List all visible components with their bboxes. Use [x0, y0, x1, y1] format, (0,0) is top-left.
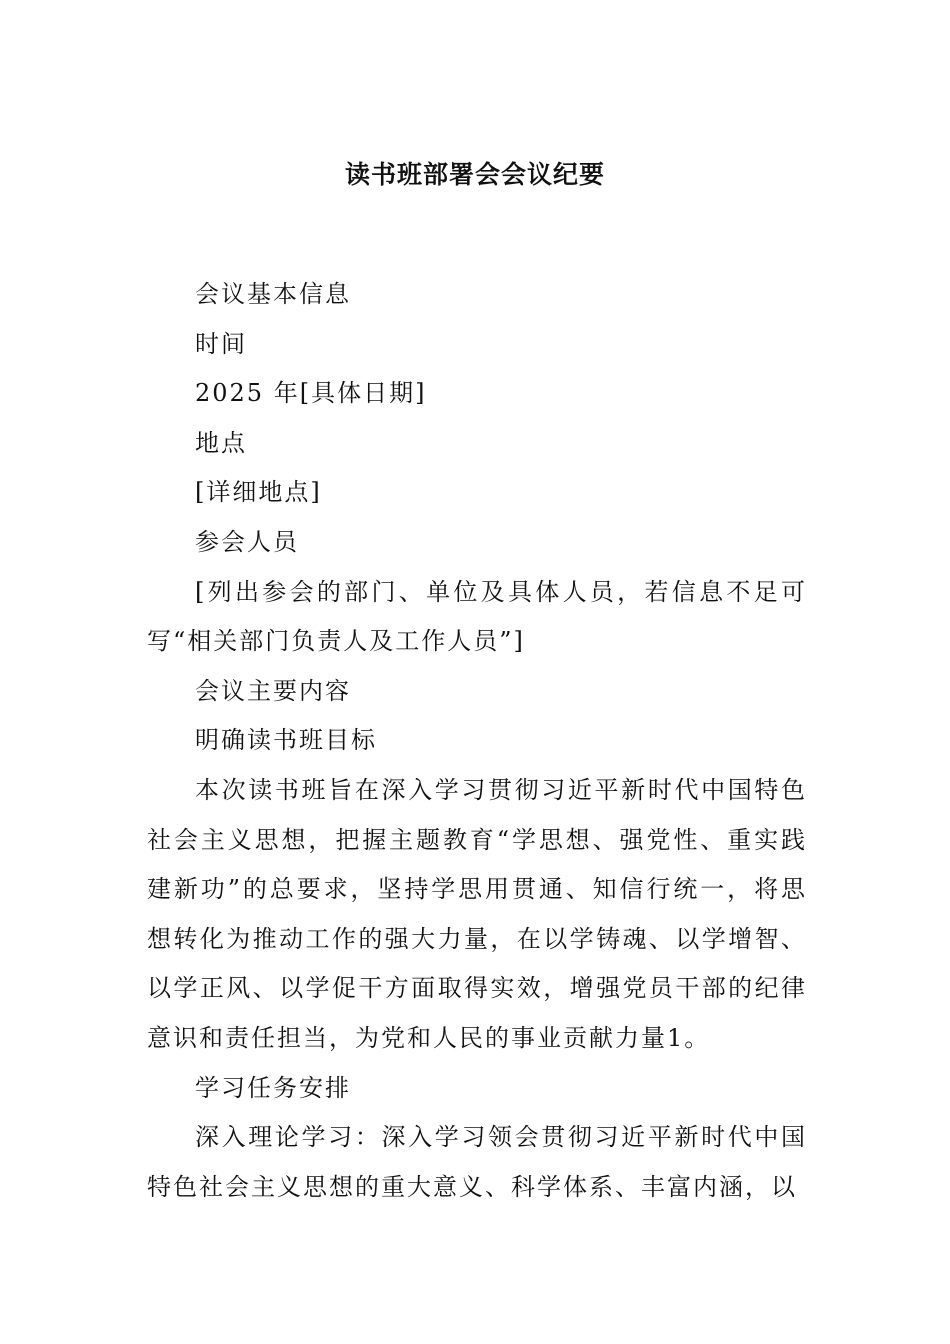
- label-time: 时间: [195, 329, 247, 358]
- value-location: [详细地点]: [195, 478, 322, 507]
- value-date: 2025 年[具体日期]: [195, 379, 427, 408]
- document-body: [147, 270, 807, 1212]
- value-attendees: [列出参会的部门、单位及具体人员，若信息不足可写“相关部门负责人及工作人员”]: [147, 577, 807, 656]
- label-location: 地点: [195, 428, 247, 457]
- paragraph-goals: 本次读书班旨在深入学习贯彻习近平新时代中国特色社会主义思想，把握主题教育“学思想、强党性、重实践建新功”的总要求，坚持学思用贯通、知信行统一，将思想转化为推动工作的强大力量，在以学铸魂、以学增智、以学正风、以学促干方面取得实效，增强党员干部的纪律意识和责任担当，为党和人民的事业贡献力量1。: [147, 775, 807, 1052]
- paragraph-theory-study: 深入理论学习：深入学习领会贯彻习近平新时代中国特色社会主义思想的重大意义、科学体系、丰富内涵，以: [147, 1123, 807, 1201]
- document-title: 读书班部署会会议纪要: [344, 160, 605, 189]
- label-attendees: 参会人员: [195, 527, 299, 556]
- section-heading-main-content: 会议主要内容: [195, 676, 351, 705]
- section-heading-meeting-info: 会议基本信息: [195, 280, 351, 308]
- subheading-tasks: 学习任务安排: [195, 1073, 351, 1102]
- subheading-goals: 明确读书班目标: [195, 726, 377, 755]
